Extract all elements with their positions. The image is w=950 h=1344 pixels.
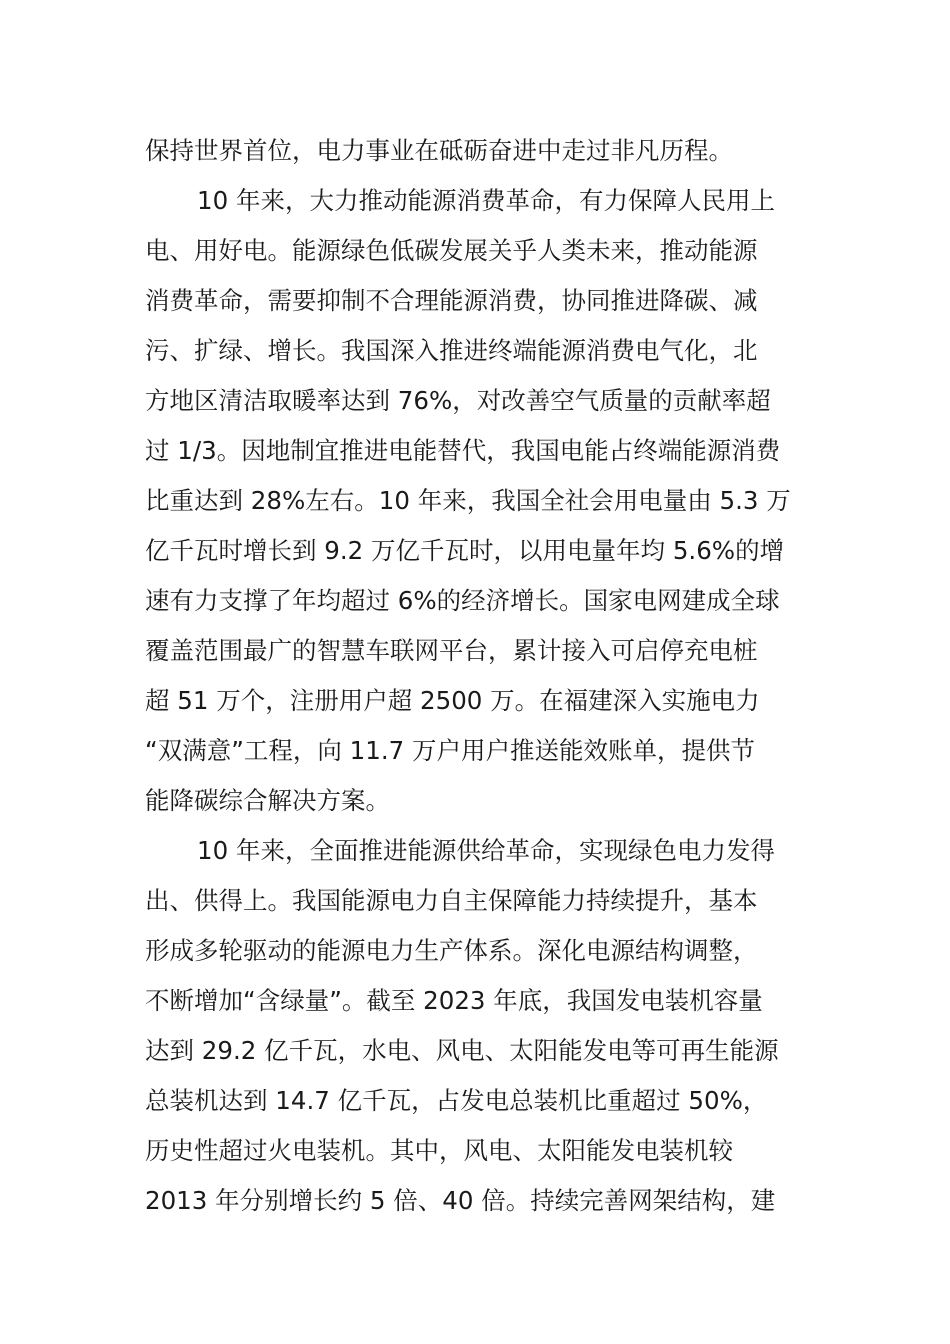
text-line: 保持世界首位，电力事业在砥砺奋进中走过非凡历程。 — [145, 136, 733, 165]
text-line: 超 51 万个，注册用户超 2500 万。在福建深入实施电力 — [145, 686, 760, 715]
text-line: 速有力支撑了年均超过 6%的经济增长。国家电网建成全球 — [145, 586, 780, 615]
text-line: 电、用好电。能源绿色低碳发展关乎人类未来，推动能源 — [145, 236, 758, 265]
text-line: 过 1/3。因地制宜推进电能替代，我国电能占终端能源消费 — [145, 436, 781, 465]
text-line: 亿千瓦时增长到 9.2 万亿千瓦时，以用电量年均 5.6%的增 — [145, 536, 785, 565]
text-line: 出、供得上。我国能源电力自主保障能力持续提升，基本 — [145, 886, 758, 915]
text-line: 污、扩绿、增长。我国深入推进终端能源消费电气化，北 — [145, 336, 758, 365]
text-line: 比重达到 28%左右。10 年来，我国全社会用电量由 5.3 万 — [145, 486, 791, 515]
text-line: 方地区清洁取暖率达到 76%，对改善空气质量的贡献率超 — [145, 386, 771, 415]
text-line: 不断增加“含绿量”。截至 2023 年底，我国发电装机容量 — [145, 986, 763, 1015]
text-line: 历史性超过火电装机。其中，风电、太阳能发电装机较 — [145, 1136, 733, 1165]
text-line: 形成多轮驱动的能源电力生产体系。深化电源结构调整， — [145, 936, 758, 965]
text-line: 达到 29.2 亿千瓦，水电、风电、太阳能发电等可再生能源 — [145, 1036, 779, 1065]
text-line: 能降碳综合解决方案。 — [145, 786, 390, 815]
text-line: 消费革命，需要抑制不合理能源消费，协同推进降碳、减 — [145, 286, 758, 315]
text-line: “双满意”工程，向 11.7 万户用户推送能效账单，提供节 — [145, 736, 756, 765]
text-line: 10 年来，全面推进能源供给革命，实现绿色电力发得 — [197, 836, 775, 865]
text-line: 覆盖范围最广的智慧车联网平台，累计接入可启停充电桩 — [145, 636, 758, 665]
text-line: 10 年来，大力推动能源消费革命，有力保障人民用上 — [197, 186, 775, 215]
text-line: 2013 年分别增长约 5 倍、40 倍。持续完善网架结构，建 — [145, 1186, 776, 1215]
text-line: 总装机达到 14.7 亿千瓦，占发电总装机比重超过 50%， — [145, 1086, 768, 1115]
